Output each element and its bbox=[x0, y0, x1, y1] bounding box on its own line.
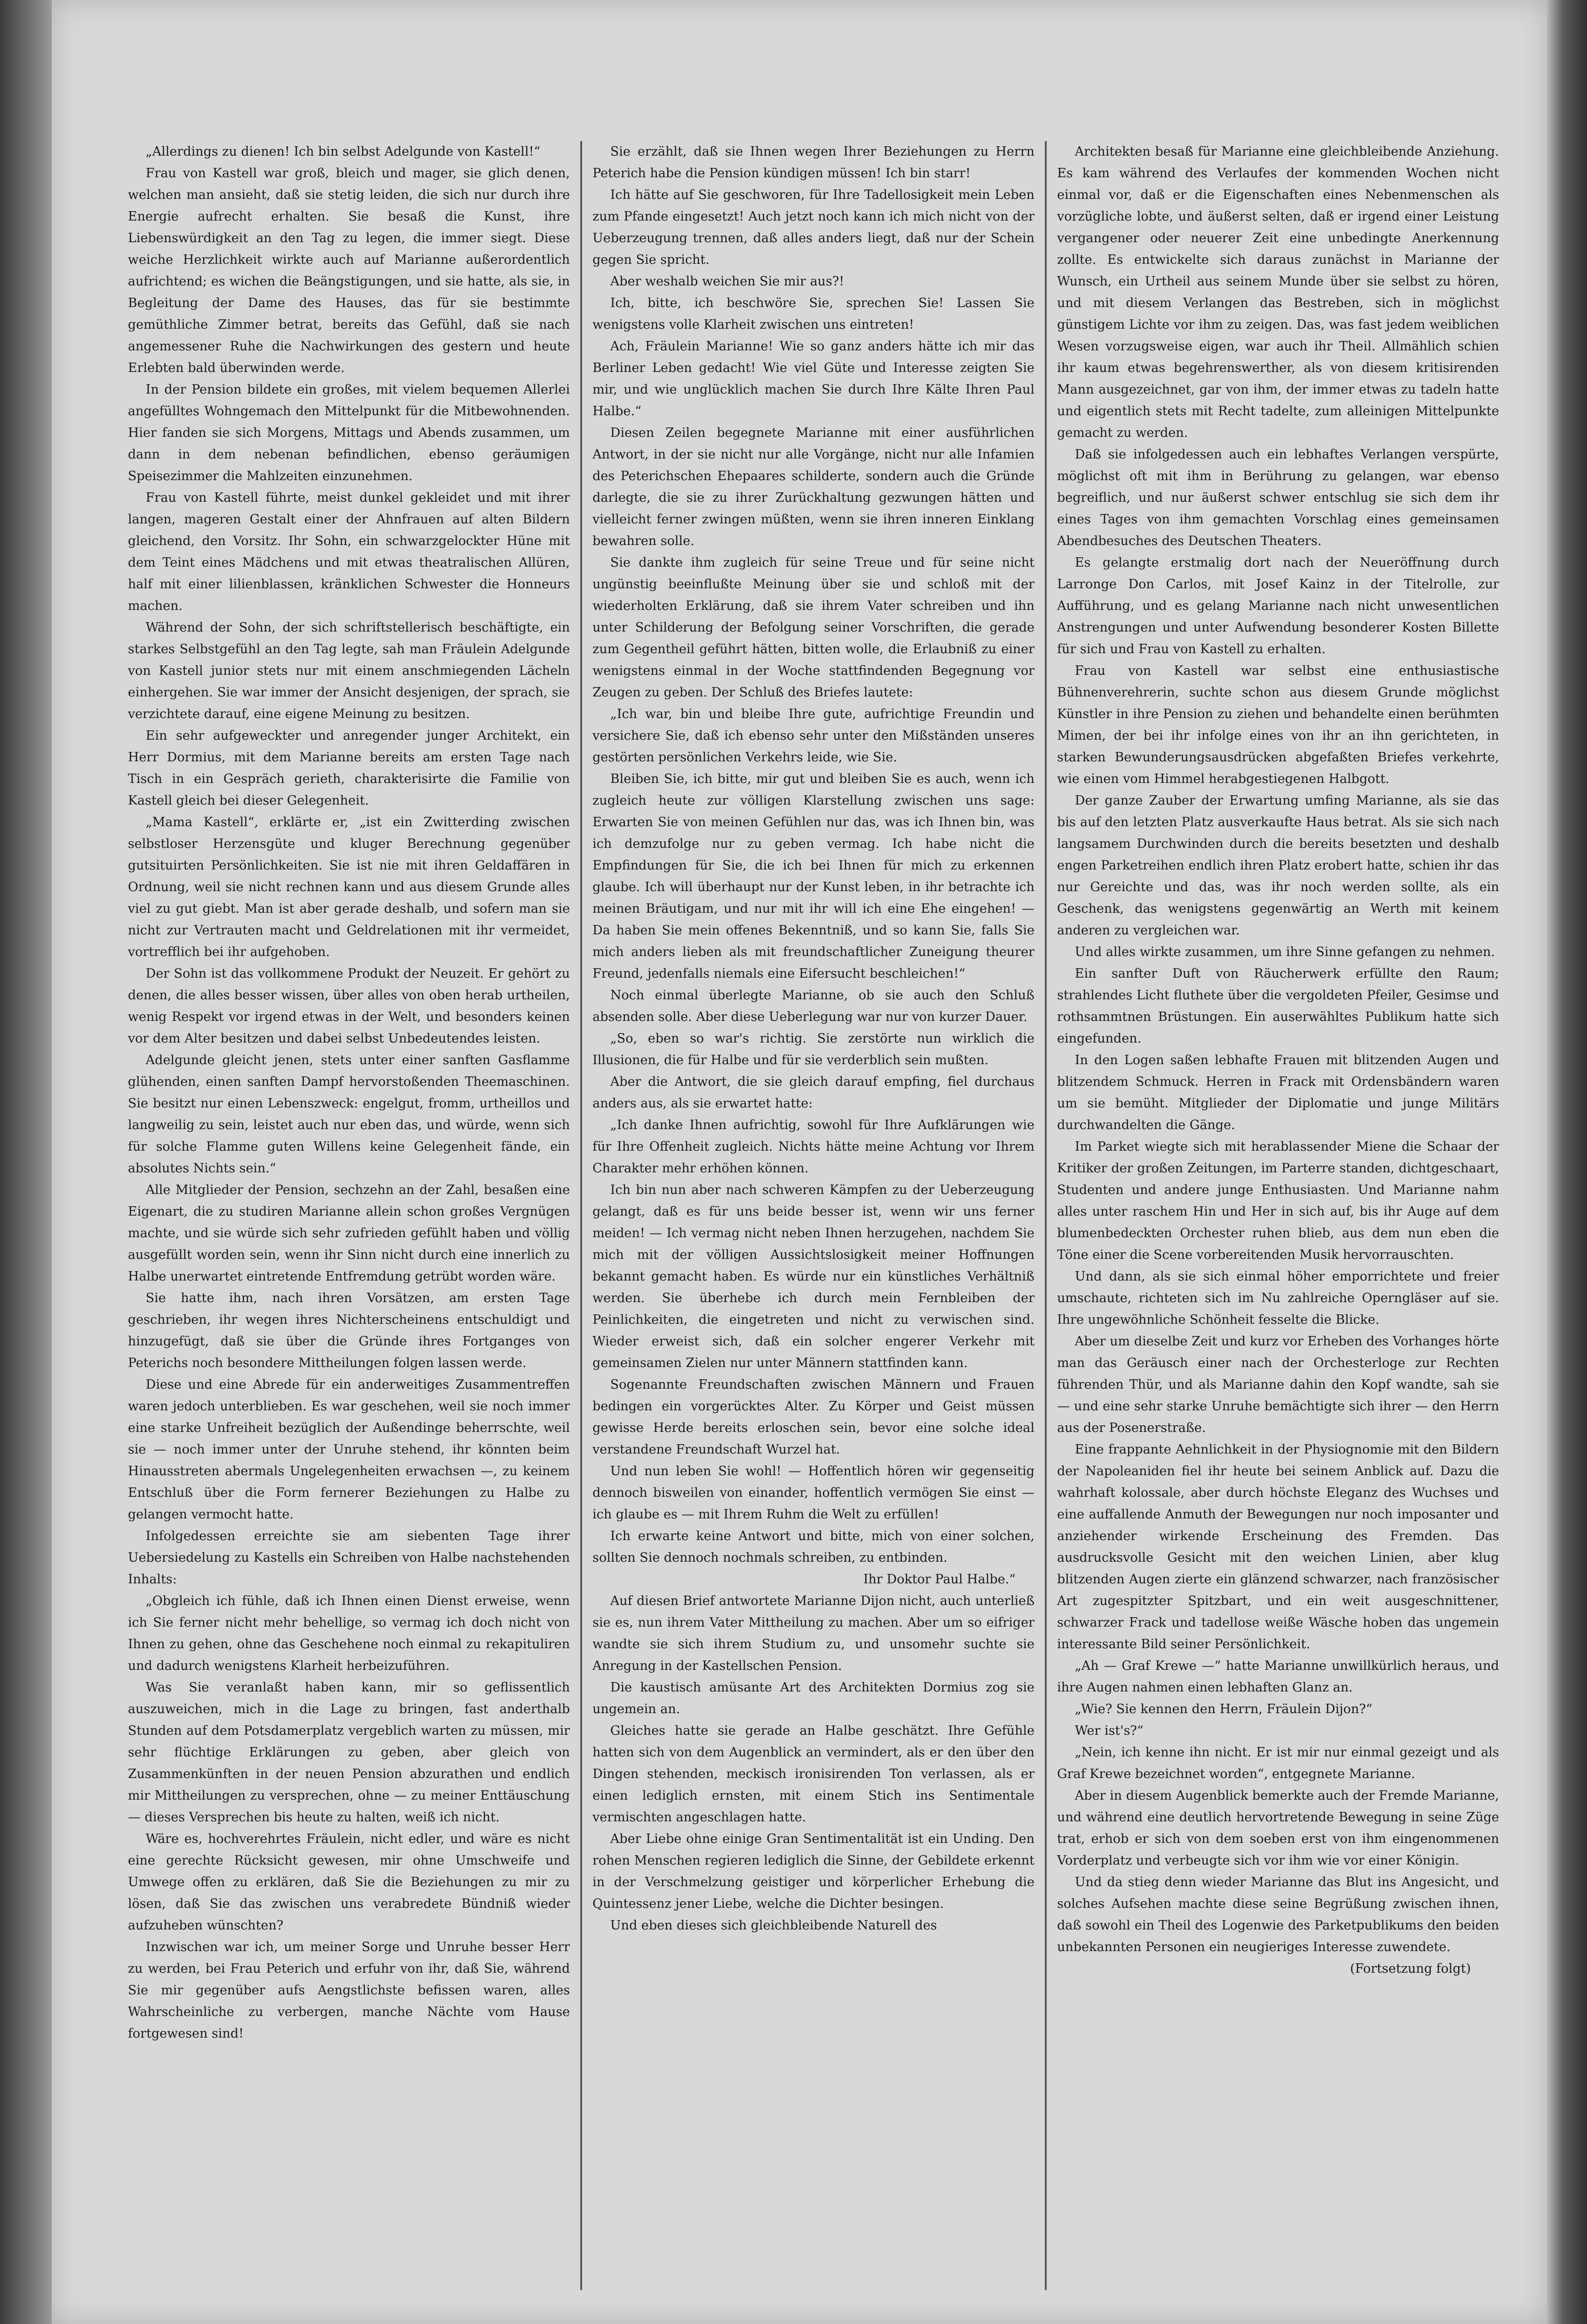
paragraph: In den Logen saßen lebhafte Frauen mit blitzenden Augen und blitzendem Schmuck. Herren in Frack mit Ordensbändern waren um sie bemüht. Mitglieder der Diplomatie und junge Militärs durchwandelten die Gänge. bbox=[1057, 1053, 1499, 1132]
paragraph: Frau von Kastell war groß, bleich und mager, sie glich denen, welchen man ansieht, daß sie stetig leiden, die sich nur durch ihre Energie aufrecht erhalten. Sie besaß die Kunst, ihre Liebenswürdigkeit an den Tag zu legen, die immer siegt. Diese weiche Herzlichkeit wirkte auch auf Marianne außerordentlich aufrichtend; es wichen die Beängstigungen, und sie hatte, als sie, in Begleitung der Dame des Hauses, das für sie bestimmte gemüthliche Zimmer betrat, bereits das Gefühl, daß sie nach angemessener Ruhe die Nachwirkungen des gestern und heute Erlebten bald überwinden werde. bbox=[128, 166, 570, 375]
paragraph: Diese und eine Abrede für ein anderweitiges Zusammentreffen waren jedoch unterblieben. Es war geschehen, weil sie noch immer eine starke Unfreiheit bezüglich der Außendinge beherrschte, weil sie — noch immer unter der Unruhe stehend, ihr könnten beim Hinausstreten abermals Ungelegenheiten erwachsen —, zu keinem Entschluß über die Form fernerer Beziehungen zu Halbe zu gelangen vermocht hatte. bbox=[128, 1377, 570, 1522]
paragraph: Der Sohn ist das vollkommene Produkt der Neuzeit. Er gehört zu denen, die alles besser wissen, über alles von oben herab urtheilen, wenig Respekt vor irgend etwas in der Welt, und besonders keinen vor dem Alter besitzen und dabei selbst Unbedeutendes leisten. bbox=[128, 966, 570, 1046]
scan-edge-left bbox=[0, 0, 52, 2324]
paragraph: Wäre es, hochverehrtes Fräulein, nicht edler, und wäre es nicht eine gerechte Rücksicht gewesen, mir ohne Umschweife und Umwege offen zu erklären, daß Sie die Beziehungen zu mir zu lösen, daß Sie das zwischen uns verabredete Bündniß wieder aufzuheben wünschten? bbox=[128, 1832, 570, 1933]
paragraph: „Obgleich ich fühle, daß ich Ihnen einen Dienst erweise, wenn ich Sie ferner nicht mehr behellige, so vermag ich doch nicht von Ihnen zu gehen, ohne das Geschehene noch einmal zu rekapituliren und dadurch wenigstens Klarheit herbeizuführen. bbox=[128, 1594, 570, 1673]
paragraph: Und da stieg denn wieder Marianne das Blut ins Angesicht, und solches Aufsehen machte diese seine Begrüßung zwischen ihnen, daß sowohl ein Theil des Logenwie des Parketpublikums den beiden unbekannten Personen ein neugieriges Interesse zuwendete. bbox=[1057, 1875, 1499, 1954]
paragraph: (Fortsetzung folgt) bbox=[1350, 1961, 1471, 1976]
paragraph: Aber in diesem Augenblick bemerkte auch der Fremde Marianne, und während eine deutlich hervortretende Bewegung in seine Züge trat, erhob er sich von dem soeben erst von ihm eingenommenen Vorderplatz und verbeugte sich vor ihm wie vor einer Königin. bbox=[1057, 1788, 1499, 1868]
paragraph: Ein sehr aufgeweckter und anregender junger Architekt, ein Herr Dormius, mit dem Marianne bereits am ersten Tage nach Tisch in ein Gespräch gerieth, charakterisirte die Familie von Kastell gleich bei dieser Gelegenheit. bbox=[128, 728, 570, 808]
paragraph: „So, eben so war's richtig. Sie zerstörte nun wirklich die Illusionen, die für Halbe und für sie verderblich sein mußten. bbox=[592, 1031, 1034, 1067]
paragraph: Der ganze Zauber der Erwartung umfing Marianne, als sie das bis auf den letzten Platz ausverkaufte Haus betrat. Als sie sich nach langsamem Durchwinden durch die bereits besetzten und deshalb engen Parketreihen endlich ihren Platz erobert hatte, schien ihr das nur Gereichte und das, was ihr noch werden sollte, als ein Geschenk, das wenigstens gegenwärtig an Werth mit keinem anderen zu vergleichen war. bbox=[1057, 793, 1499, 938]
paragraph: In der Pension bildete ein großes, mit vielem bequemen Allerlei angefülltes Wohngemach den Mittelpunkt für die Mitbewohnenden. Hier fanden sie sich Morgens, Mittags und Abends zusammen, um dann in dem nebenan befindlichen, ebenso geräumigen Speisezimmer die Mahlzeiten einzunehmen. bbox=[128, 382, 570, 483]
paragraph: Frau von Kastell führte, meist dunkel gekleidet und mit ihrer langen, mageren Gestalt einer der Ahnfrauen auf alten Bildern gleichend, den Vorsitz. Ihr Sohn, ein schwarzgelockter Hüne mit dem Teint eines Mädchens und mit etwas theatralischen Allüren, half mit einer lilienblassen, kränklichen Schwester die Honneurs machen. bbox=[128, 490, 570, 613]
paragraph: Ich, bitte, ich beschwöre Sie, sprechen Sie! Lassen Sie wenigstens volle Klarheit zwischen uns eintreten! bbox=[592, 296, 1034, 332]
paragraph: Eine frappante Aehnlichkeit in der Physiognomie mit den Bildern der Napoleaniden fiel ihr heute bei seinem Anblick auf. Dazu die wahrhaft kolossale, aber durch höchste Eleganz des Wuchses und eine auffallende Anmuth der Bewegungen nur noch imposanter und anziehender wirkende Erscheinung des Fremden. Das ausdrucksvolle Gesicht mit den weichen Linien, aber klug blitzenden Augen zierte ein glänzend schwarzer, nach französischer Art zugespitzter Spitzbart, und ein weit ausgeschnittener, schwarzer Frack und tadellose weiße Wäsche hoben das ungemein interessante Bild seiner Persönlichkeit. bbox=[1057, 1442, 1499, 1652]
paragraph: „Nein, ich kenne ihn nicht. Er ist mir nur einmal gezeigt und als Graf Krewe bezeichnet worden“, entgegnete Marianne. bbox=[1057, 1745, 1499, 1781]
paragraph: Infolgedessen erreichte sie am siebenten Tage ihrer Uebersiedelung zu Kastells ein Schreiben von Halbe nachstehenden Inhalts: bbox=[128, 1529, 570, 1587]
paragraph: Ich erwarte keine Antwort und bitte, mich von einer solchen, sollten Sie dennoch nochmals schreiben, zu entbinden. bbox=[592, 1529, 1034, 1565]
paragraph: Aber weshalb weichen Sie mir aus?! bbox=[610, 274, 845, 289]
column-2 bbox=[582, 141, 1045, 2290]
paragraph: Diesen Zeilen begegnete Marianne mit einer ausführlichen Antwort, in der sie nicht nur alle Vorgänge, nicht nur alle Infamien des Peterichschen Ehepaares schilderte, sondern auch die Gründe darlegte, die sie zu ihrer Zurückhaltung gezwungen hätten und vielleicht ferner zwingen müßten, wenn sie ihren inneren Einklang bewahren solle. bbox=[592, 426, 1034, 548]
paragraph: Wer ist's?“ bbox=[1074, 1723, 1144, 1738]
column-rule bbox=[1045, 141, 1047, 2290]
paragraph: Die kaustisch amüsante Art des Architekten Dormius zog sie ungemein an. bbox=[592, 1680, 1034, 1716]
paragraph: Frau von Kastell war selbst eine enthusiastische Bühnenverehrerin, suchte schon aus diesem Grunde möglichst Künstler in ihre Pension zu ziehen und behandelte einen berühmten Mimen, der bei ihr infolge eines von ihr an ihn gerichteten, in starken Bewunderungsausdrücken abgefaßten Briefes verkehrte, wie einen vom Himmel herabgestiegenen Halbgott. bbox=[1057, 664, 1499, 786]
paragraph: Und alles wirkte zusammen, um ihre Sinne gefangen zu nehmen. bbox=[1074, 945, 1495, 959]
column-1 bbox=[118, 141, 580, 2290]
paragraph: „Allerdings zu dienen! Ich bin selbst Adelgunde von Kastell!“ bbox=[145, 144, 541, 159]
paragraph: Gleiches hatte sie gerade an Halbe geschätzt. Ihre Gefühle hatten sich von dem Augenblick an vermindert, als er den über den Dingen stehenden, meckisch ironisirenden Ton verlassen, als er einen lediglich ernsten, mit einem Stich ins Sentimentale vermischten angeschlagen hatte. bbox=[592, 1723, 1034, 1825]
column-3 bbox=[1047, 141, 1509, 2290]
paragraph: Im Parket wiegte sich mit herablassender Miene die Schaar der Kritiker der großen Zeitungen, im Parterre standen, dichtgeschaart, Studenten und andere junge Enthusiasten. Und Marianne nahm alles unter raschem Hin und Her in sich auf, bis ihr Auge auf dem blumenbedeckten Orchester ruhen blieb, aus dem nun eben die Töne einer die Scene vorbereitenden Musik hervorrauschten. bbox=[1057, 1139, 1499, 1262]
paragraph: Was Sie veranlaßt haben kann, mir so geflissentlich auszuweichen, mich in die Lage zu bringen, fast anderthalb Stunden auf dem Potsdamerplatz vergeblich warten zu müssen, mir sehr flüchtige Erklärungen zu geben, aber gleich von Zusammenkünften in der neuen Pension abzurathen und endlich mir Mittheilungen zu versprechen, ohne — zu meiner Enttäuschung — dieses Versprechen bis heute zu halten, weiß ich nicht. bbox=[128, 1680, 570, 1825]
paragraph: Und dann, als sie sich einmal höher emporrichtete und freier umschaute, richteten sich im Nu zahlreiche Operngläser auf sie. Ihre ungewöhnliche Schönheit fesselte die Blicke. bbox=[1057, 1269, 1499, 1327]
paragraph: Ein sanfter Duft von Räucherwerk erfüllte den Raum; strahlendes Licht fluthete über die vergoldeten Pfeiler, Gesimse und rothsammtnen Brüstungen. Ein auserwähltes Publikum hatte sich eingefunden. bbox=[1057, 966, 1499, 1046]
newspaper-page bbox=[52, 0, 1547, 2324]
paragraph: Aber Liebe ohne einige Gran Sentimentalität ist ein Unding. Den rohen Menschen regieren lediglich die Sinne, der Gebildete erkennt in der Verschmelzung geistiger und körperlicher Erhebung die Quintessenz jener Liebe, welche die Dichter besingen. bbox=[592, 1832, 1034, 1911]
column-rule bbox=[580, 141, 582, 2290]
paragraph: Daß sie infolgedessen auch ein lebhaftes Verlangen verspürte, möglichst oft mit ihm in Berührung zu gelangen, war ebenso begreiflich, und nur äußerst schwer entschlug sie sich dem ihr eines Tages von ihm gemachten Vorschlag eines gemeinsamen Abendbesuches des Deutschen Theaters. bbox=[1057, 447, 1499, 548]
paragraph: Alle Mitglieder der Pension, sechzehn an der Zahl, besaßen eine Eigenart, die zu studiren Marianne allein schon großes Vergnügen machte, und sie würde sich sehr zufrieden gefühlt haben und völlig ausgefüllt worden sein, wenn ihr Sinn nicht durch eine innerlich zu Halbe unerwartet eintretende Entfremdung getrübt worden wäre. bbox=[128, 1183, 570, 1284]
paragraph: Sogenannte Freundschaften zwischen Männern und Frauen bedingen ein vorgerücktes Alter. Zu Körper und Geist müssen gewisse Herde bereits erloschen sein, bevor eine solche ideal verstandene Freundschaft Wurzel hat. bbox=[592, 1377, 1034, 1457]
paragraph: Und nun leben Sie wohl! — Hoffentlich hören wir gegenseitig dennoch bisweilen von einander, hoffentlich vermögen Sie einst — ich glaube es — mit Ihrem Ruhm die Welt zu erfüllen! bbox=[592, 1464, 1034, 1522]
paragraph: Aber um dieselbe Zeit und kurz vor Erheben des Vorhanges hörte man das Geräusch einer nach der Orchesterloge zur Rechten führenden Thür, und als Marianne dahin den Kopf wandte, sah sie — und eine sehr starke Unruhe bemächtigte sich ihrer — den Herrn aus der Posenerstraße. bbox=[1057, 1334, 1499, 1435]
paragraph: „Ah — Graf Krewe —“ hatte Marianne unwillkürlich heraus, und ihre Augen nahmen einen lebhaften Glanz an. bbox=[1057, 1659, 1499, 1695]
paragraph: Ach, Fräulein Marianne! Wie so ganz anders hätte ich mir das Berliner Leben gedacht! Wie viel Güte und Interesse zeigten Sie mir, und wie unglücklich machen Sie durch Ihre Kälte Ihren Paul Halbe.“ bbox=[592, 339, 1034, 419]
paragraph: Sie erzählt, daß sie Ihnen wegen Ihrer Beziehungen zu Herrn Peterich habe die Pension kündigen müssen! Ich bin starr! bbox=[592, 144, 1034, 181]
paragraph: Adelgunde gleicht jenen, stets unter einer sanften Gasflamme glühenden, einen sanften Dampf hervorstoßenden Theemaschinen. Sie besitzt nur einen Lebenszweck: engelgut, fromm, urtheillos und langweilig zu sein, leistet auch nur eben das, und würde, wenn sich für solche Flamme guten Willens keine Gelegenheit fände, ein absolutes Nichts sein.“ bbox=[128, 1053, 570, 1176]
paragraph: Sie hatte ihm, nach ihren Vorsätzen, am ersten Tage geschrieben, ihr wegen ihres Nichterscheinens entschuldigt und hinzugefügt, daß sie über die Gründe ihres Fortganges von Peterichs noch besondere Mittheilungen folgen lassen werde. bbox=[128, 1291, 570, 1370]
paragraph: „Ich war, bin und bleibe Ihre gute, aufrichtige Freundin und versichere Sie, daß ich ebenso sehr unter den Mißständen unseres gestörten persönlichen Verkehrs leide, wie Sie. bbox=[592, 707, 1034, 765]
paragraph: Noch einmal überlegte Marianne, ob sie auch den Schluß absenden solle. Aber diese Ueberlegung war nur von kurzer Dauer. bbox=[592, 988, 1034, 1024]
paragraph: „Wie? Sie kennen den Herrn, Fräulein Dijon?“ bbox=[1074, 1702, 1373, 1716]
paragraph: Inzwischen war ich, um meiner Sorge und Unruhe besser Herr zu werden, bei Frau Peterich und erfuhr von ihr, daß Sie, während Sie mir gegenüber aufs Aengstlichste befissen waren, alles Wahrscheinliche zu verbergen, manche Nächte vom Hause fortgewesen sind! bbox=[128, 1940, 570, 2041]
paragraph: „Mama Kastell“, erklärte er, „ist ein Zwitterding zwischen selbstloser Herzensgüte und kluger Berechnung gegenüber gutsituirten Persönlichkeiten. Sie ist nie mit ihren Geldaffären in Ordnung, weil sie nicht rechnen kann und aus diesem Grunde alles viel zu gut giebt. Man ist aber gerade deshalb, und sofern man sie nicht zur Vertrauten macht und Geldrelationen mit ihr vermeidet, vortrefflich bei ihr aufgehoben. bbox=[128, 815, 570, 959]
paragraph: Auf diesen Brief antwortete Marianne Dijon nicht, auch unterließ sie es, nun ihrem Vater Mittheilung zu machen. Aber um so eifriger wandte sie sich ihrem Studium zu, und unsomehr suchte sie Anregung in der Kastellschen Pension. bbox=[592, 1594, 1034, 1673]
paragraph: Aber die Antwort, die sie gleich darauf empfing, fiel durchaus anders aus, als sie erwartet hatte: bbox=[592, 1075, 1034, 1111]
columns bbox=[118, 141, 1509, 2290]
paragraph: Architekten besaß für Marianne eine gleichbleibende Anziehung. Es kam während des Verlaufes der kommenden Wochen nicht einmal vor, daß er die Eigenschaften eines Nebenmenschen als vorzügliche lobte, und äußerst selten, daß er irgend einer Leistung vergangener oder neuerer Zeit eine unbedingte Anerkennung zollte. Es entwickelte sich daraus zunächst in Marianne der Wunsch, ein Urtheil aus seinem Munde über sie selbst zu hören, und mit diesem Verlangen das Bestreben, sich in möglichst günstigem Lichte vor ihm zu zeigen. Das, was fast jedem weiblichen Wesen vorzugsweise eigen, war auch ihr Theil. Allmählich schien ihr kaum etwas begehrenswerther, als von diesem kritisirenden Mann ausgezeichnet, gar von ihm, der immer etwas zu tadeln hatte und eigentlich stets mit Recht tadelte, zum alleinigen Mittelpunkte gemacht zu werden. bbox=[1057, 144, 1499, 440]
scan-edge-right bbox=[1547, 0, 1587, 2324]
paragraph: Während der Sohn, der sich schriftstellerisch beschäftigte, ein starkes Selbstgefühl an den Tag legte, sah man Fräulein Adelgunde von Kastell junior stets nur mit einem anschmiegenden Lächeln einhergehen. Sie war immer der Ansicht desjenigen, der sprach, sie verzichtete darauf, eine eigene Meinung zu besitzen. bbox=[128, 620, 570, 721]
paragraph: Sie dankte ihm zugleich für seine Treue und für seine nicht ungünstig beeinflußte Meinung über sie und schloß mit der wiederholten Erklärung, daß sie ihrem Vater schreiben und ihn unter Schilderung der Befolgung seiner Vorschriften, die gerade zum Gegentheil geführt hätten, bitten wolle, die Erlaubniß zu einer wenigstens einmal in der Woche stattfindenden Begegnung vor Zeugen zu geben. Der Schluß des Briefes lautete: bbox=[592, 555, 1034, 700]
paragraph: Bleiben Sie, ich bitte, mir gut und bleiben Sie es auch, wenn ich zugleich heute zur völligen Klarstellung zwischen uns sage: Erwarten Sie von meinen Gefühlen nur das, was ich Ihnen bin, was ich demzufolge nur zu geben vermag. Ich habe nicht die Empfindungen für Sie, die ich bei Ihnen für mich zu erkennen glaube. Ich will überhaupt nur der Kunst leben, in ihr betrachte ich meinen Bräutigam, und nur mit ihr will ich eine Ehe eingehen! — Da haben Sie mein offenes Bekenntniß, und so kann Sie, falls Sie mich anders lieben als mit freundschaftlicher Zuneigung theurer Freund, jedenfalls niemals eine Eifersucht beschleichen!“ bbox=[592, 772, 1034, 981]
paragraph: Es gelangte erstmalig dort nach der Neueröffnung durch Larronge Don Carlos, mit Josef Kainz in der Titelrolle, zur Aufführung, und es gelang Marianne nach nicht unwesentlichen Anstrengungen und unter Aufwendung besonderer Kosten Billette für sich und Frau von Kastell zu erhalten. bbox=[1057, 555, 1499, 656]
paragraph: Ich hätte auf Sie geschworen, für Ihre Tadellosigkeit mein Leben zum Pfande eingesetzt! Auch jetzt noch kann ich mich nicht von der Ueberzeugung trennen, daß alles anders liegt, daß nur der Schein gegen Sie spricht. bbox=[592, 188, 1034, 267]
paragraph: Ihr Doktor Paul Halbe.“ bbox=[863, 1572, 1016, 1587]
paragraph: Ich bin nun aber nach schweren Kämpfen zu der Ueberzeugung gelangt, daß es für uns beide besser ist, wenn wir uns ferner meiden! — Ich vermag nicht neben Ihnen herzugehen, nachdem Sie mich mit der völligen Aussichtslosigkeit meiner Hoffnungen bekannt gemacht haben. Es würde nur ein künstliches Verhältniß werden. Sie überhebe ich durch mein Fernbleiben der Peinlichkeiten, die eingetreten und nicht zu verwischen sind. Wieder erweist sich, daß ein solcher engerer Verkehr mit gemeinsamen Zielen nur unter Männern stattfinden kann. bbox=[592, 1183, 1034, 1370]
paragraph: „Ich danke Ihnen aufrichtig, sowohl für Ihre Aufklärungen wie für Ihre Offenheit zugleich. Nichts hätte meine Achtung vor Ihrem Charakter mehr erhöhen können. bbox=[592, 1118, 1034, 1176]
paragraph: Und eben dieses sich gleichbleibende Naturell des bbox=[610, 1918, 937, 1933]
